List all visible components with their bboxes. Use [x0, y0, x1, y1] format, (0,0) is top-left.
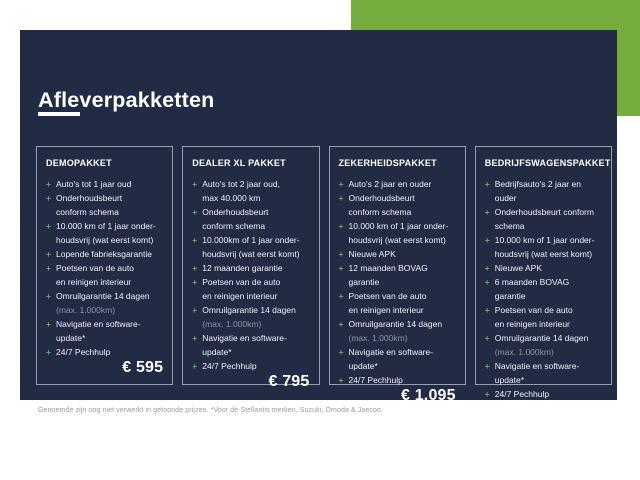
- package-card: [475, 146, 612, 418]
- feature-text: Poetsen van de auto en reinigen interieur: [494, 305, 573, 329]
- feature-text: Auto's tot 1 jaar oud: [56, 179, 132, 189]
- feature-text: 10.000km of 1 jaar onder- houdsvrij (wat eerst komt): [202, 235, 300, 259]
- feature-text: Omruilgarantie 14 dagen (max. 1.000km): [56, 291, 150, 315]
- package-name: BEDRIJFSWAGENSPAKKET: [484, 158, 611, 168]
- plus-icon: +: [338, 263, 344, 273]
- feature-item: [46, 261, 163, 289]
- plus-icon: +: [484, 361, 490, 371]
- plus-icon: +: [338, 319, 344, 329]
- feature-item: [485, 303, 602, 331]
- feature-list: [46, 177, 163, 359]
- feature-text: 24/7 Pechhulp: [494, 389, 550, 399]
- footnote-text: Genoemde zijn nog niet verwerkt in getoonde prijzen. *Voor de Stellantis merken, Suzuki, Omoda & Jaecoo.: [38, 407, 384, 414]
- feature-text: Omruilgarantie 14 dagen (max. 1.000km): [494, 333, 589, 357]
- feature-text: Omruilgarantie 14 dagen (max. 1.000km): [348, 319, 443, 343]
- feature-note: (max. 1.000km): [202, 319, 262, 329]
- package-price: € 795: [268, 373, 310, 390]
- plus-icon: +: [484, 333, 490, 343]
- feature-text: Auto's tot 2 jaar oud, max 40.000 km: [202, 179, 280, 203]
- plus-icon: +: [484, 277, 490, 287]
- feature-item: [46, 177, 163, 191]
- feature-note: (max. 1.000km): [56, 305, 116, 315]
- plus-icon: +: [338, 193, 344, 203]
- package-card: [329, 146, 466, 404]
- feature-item: [192, 205, 309, 233]
- feature-item: [339, 289, 456, 317]
- feature-item: [192, 261, 309, 275]
- feature-text: Onderhoudsbeurt conform schema: [494, 207, 594, 231]
- feature-text: Navigatie en software-update*: [202, 333, 287, 357]
- feature-text: 6 maanden BOVAG garantie: [494, 277, 570, 301]
- feature-text: Onderhoudsbeurt conform schema: [348, 193, 415, 217]
- feature-text: 10.000 km of 1 jaar onder- houdsvrij (wat eerst komt): [494, 235, 595, 259]
- plus-icon: +: [192, 263, 198, 273]
- plus-icon: +: [484, 389, 490, 399]
- feature-text: Nieuwe APK: [494, 263, 542, 273]
- feature-item: [46, 191, 163, 219]
- plus-icon: +: [338, 179, 344, 189]
- feature-list: [192, 177, 309, 373]
- package-name: DEALER XL PAKKET: [192, 158, 286, 168]
- plus-icon: +: [484, 179, 490, 189]
- feature-list: [339, 177, 456, 387]
- feature-item: [339, 177, 456, 191]
- plus-icon: +: [192, 305, 198, 315]
- feature-item: [485, 205, 602, 233]
- feature-text: Bedrijfsauto's 2 jaar en ouder: [494, 179, 581, 203]
- plus-icon: +: [192, 361, 198, 371]
- feature-item: [339, 317, 456, 345]
- package-card: [182, 146, 319, 390]
- plus-icon: +: [46, 319, 51, 329]
- plus-icon: +: [484, 207, 490, 217]
- feature-item: [192, 233, 309, 261]
- plus-icon: +: [46, 249, 51, 259]
- plus-icon: +: [192, 277, 198, 287]
- feature-item: [485, 177, 602, 205]
- plus-icon: +: [338, 375, 344, 385]
- plus-icon: +: [192, 235, 198, 245]
- feature-item: [485, 233, 602, 261]
- feature-note: (max. 1.000km): [494, 347, 554, 357]
- feature-item: [192, 359, 309, 373]
- feature-item: [339, 373, 456, 387]
- feature-text: Nieuwe APK: [348, 249, 396, 259]
- feature-text: Poetsen van de auto en reinigen interieur: [348, 291, 427, 315]
- plus-icon: +: [192, 333, 198, 343]
- feature-text: Onderhoudsbeurt conform schema: [56, 193, 123, 217]
- plus-icon: +: [484, 235, 490, 245]
- feature-text: 12 maanden garantie: [202, 263, 283, 273]
- plus-icon: +: [338, 221, 344, 231]
- feature-text: 10.000 km of 1 jaar onder- houdsvrij (wat eerst komt): [56, 221, 156, 245]
- feature-text: Navigatie en software-update*: [348, 347, 434, 371]
- package-name: ZEKERHEIDSPAKKET: [338, 158, 437, 168]
- feature-item: [485, 359, 602, 387]
- feature-item: [485, 261, 602, 275]
- feature-text: 24/7 Pechhulp: [56, 347, 111, 357]
- feature-item: [192, 177, 309, 205]
- feature-text: Lopende fabrieksgarantie: [56, 249, 152, 259]
- feature-list: [485, 177, 602, 401]
- plus-icon: +: [46, 193, 51, 203]
- feature-text: Omruilgarantie 14 dagen (max. 1.000km): [202, 305, 296, 329]
- plus-icon: +: [46, 221, 51, 231]
- plus-icon: +: [484, 263, 490, 273]
- plus-icon: +: [192, 207, 198, 217]
- feature-item: [46, 219, 163, 247]
- feature-item: [339, 345, 456, 373]
- title-underline-bar: [38, 112, 80, 116]
- plus-icon: +: [46, 291, 51, 301]
- package-price: € 1.095: [400, 387, 456, 404]
- feature-text: Auto's 2 jaar en ouder: [348, 179, 432, 189]
- feature-text: 10.000 km of 1 jaar onder- houdsvrij (wat eerst komt): [348, 221, 449, 245]
- page-title: Afleverpakketten: [38, 88, 215, 113]
- feature-text: 24/7 Pechhulp: [348, 375, 403, 385]
- feature-item: [485, 331, 602, 359]
- feature-text: Navigatie en software-update*: [56, 319, 141, 343]
- feature-item: [46, 289, 163, 317]
- feature-text: 12 maanden BOVAG garantie: [348, 263, 428, 287]
- feature-item: [485, 275, 602, 303]
- feature-item: [192, 303, 309, 331]
- feature-note: (max. 1.000km): [348, 333, 408, 343]
- feature-text: Poetsen van de auto en reinigen interieur: [202, 277, 281, 301]
- plus-icon: +: [46, 263, 51, 273]
- feature-item: [192, 331, 309, 359]
- feature-item: [339, 191, 456, 219]
- plus-icon: +: [338, 249, 344, 259]
- plus-icon: +: [46, 179, 51, 189]
- feature-item: [485, 387, 602, 401]
- plus-icon: +: [338, 347, 344, 357]
- feature-text: Navigatie en software-update*: [494, 361, 580, 385]
- package-name: DEMOPAKKET: [46, 158, 112, 168]
- plus-icon: +: [46, 347, 51, 357]
- feature-item: [46, 345, 163, 359]
- plus-icon: +: [484, 305, 490, 315]
- package-card: [36, 146, 173, 385]
- feature-text: Poetsen van de auto en reinigen interieur: [56, 263, 134, 287]
- package-price: € 1.095: [547, 401, 602, 418]
- plus-icon: +: [338, 291, 344, 301]
- feature-item: [339, 261, 456, 289]
- plus-icon: +: [192, 179, 198, 189]
- feature-item: [192, 275, 309, 303]
- feature-item: [339, 219, 456, 247]
- feature-item: [46, 317, 163, 345]
- package-price: € 595: [122, 359, 164, 376]
- feature-item: [46, 247, 163, 261]
- feature-item: [339, 247, 456, 261]
- feature-text: Onderhoudsbeurt conform schema: [202, 207, 269, 231]
- feature-text: 24/7 Pechhulp: [202, 361, 257, 371]
